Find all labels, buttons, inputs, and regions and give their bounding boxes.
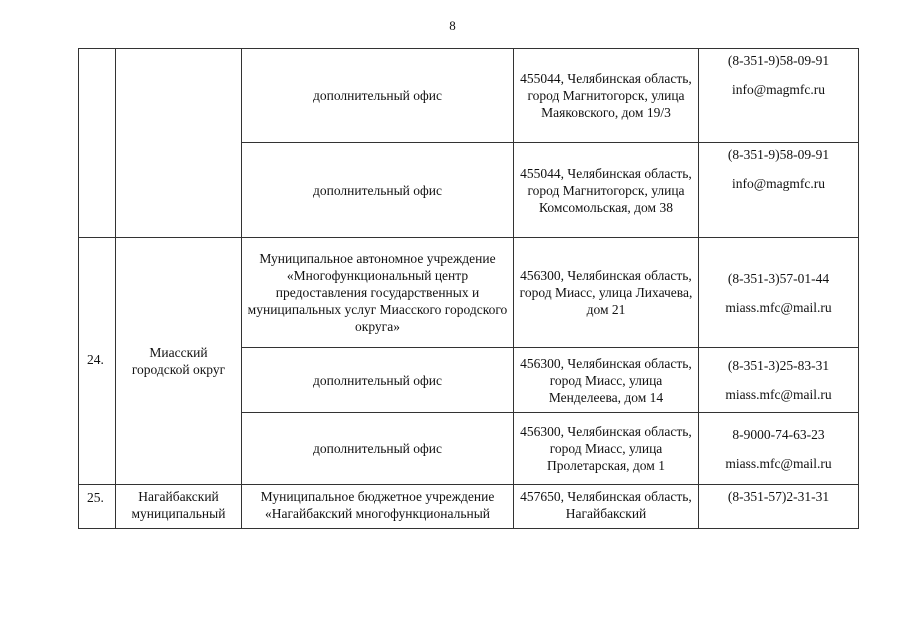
row-number-cell xyxy=(79,485,116,529)
office-address: 456300, Челябинская область, город Миасс, улица Менделеева, дом 14 xyxy=(514,348,699,413)
office-address: 455044, Челябинская область, город Магнитогорск, улица Маяковского, дом 19/3 xyxy=(514,49,699,143)
office-name: Муниципальное бюджетное учреждение «Нагайбакский многофункциональный xyxy=(242,485,514,529)
office-name: дополнительный офис xyxy=(242,49,514,143)
row-number-cell xyxy=(79,49,116,238)
office-email: info@magmfc.ru xyxy=(731,176,826,191)
office-email: info@magmfc.ru xyxy=(731,82,826,97)
office-contacts xyxy=(699,485,859,529)
mfc-offices-table xyxy=(78,48,859,529)
office-address: 456300, Челябинская область, город Миасс, улица Лихачева, дом 21 xyxy=(514,238,699,348)
office-phone: 8-9000-74-63-23 xyxy=(732,426,825,442)
row-number-cell xyxy=(79,238,116,485)
office-phone: (8-351-57)2-31-31 xyxy=(727,489,830,504)
office-name: дополнительный офис xyxy=(242,143,514,238)
table-row xyxy=(79,49,859,143)
office-email: miass.mfc@mail.ru xyxy=(725,299,832,315)
table-row xyxy=(79,485,859,529)
office-email: miass.mfc@mail.ru xyxy=(725,455,832,471)
row-number: 25. xyxy=(87,490,104,505)
office-address: 457650, Челябинская область, Нагайбакский xyxy=(514,485,699,529)
office-name: дополнительный офис xyxy=(242,348,514,413)
office-phone: (8-351-9)58-09-91 xyxy=(727,147,830,162)
office-phone: (8-351-3)57-01-44 xyxy=(727,270,830,286)
district-cell xyxy=(116,49,242,238)
office-phone: (8-351-3)25-83-31 xyxy=(727,358,830,373)
office-contacts xyxy=(699,143,859,238)
office-name: дополнительный офис xyxy=(242,413,514,485)
district-name: Миасский городской округ xyxy=(131,345,226,377)
office-contacts xyxy=(699,348,859,413)
office-address: 455044, Челябинская область, город Магнитогорск, улица Комсомольская, дом 38 xyxy=(514,143,699,238)
district-cell xyxy=(116,238,242,485)
office-contacts xyxy=(699,413,859,485)
district-cell xyxy=(116,485,242,529)
office-email: miass.mfc@mail.ru xyxy=(725,387,832,402)
district-name: Нагайбакский муниципальный xyxy=(131,489,226,521)
office-contacts xyxy=(699,49,859,143)
office-phone: (8-351-9)58-09-91 xyxy=(727,53,830,68)
row-number: 24. xyxy=(87,352,104,367)
office-address: 456300, Челябинская область, город Миасс, улица Пролетарская, дом 1 xyxy=(514,413,699,485)
office-name: Муниципальное автономное учреждение «Многофункциональный центр предоставления государственных и муниципальных услуг Миасского городского округа» xyxy=(242,238,514,348)
table-row xyxy=(79,238,859,348)
page-number: 8 xyxy=(449,18,456,33)
office-contacts xyxy=(699,238,859,348)
